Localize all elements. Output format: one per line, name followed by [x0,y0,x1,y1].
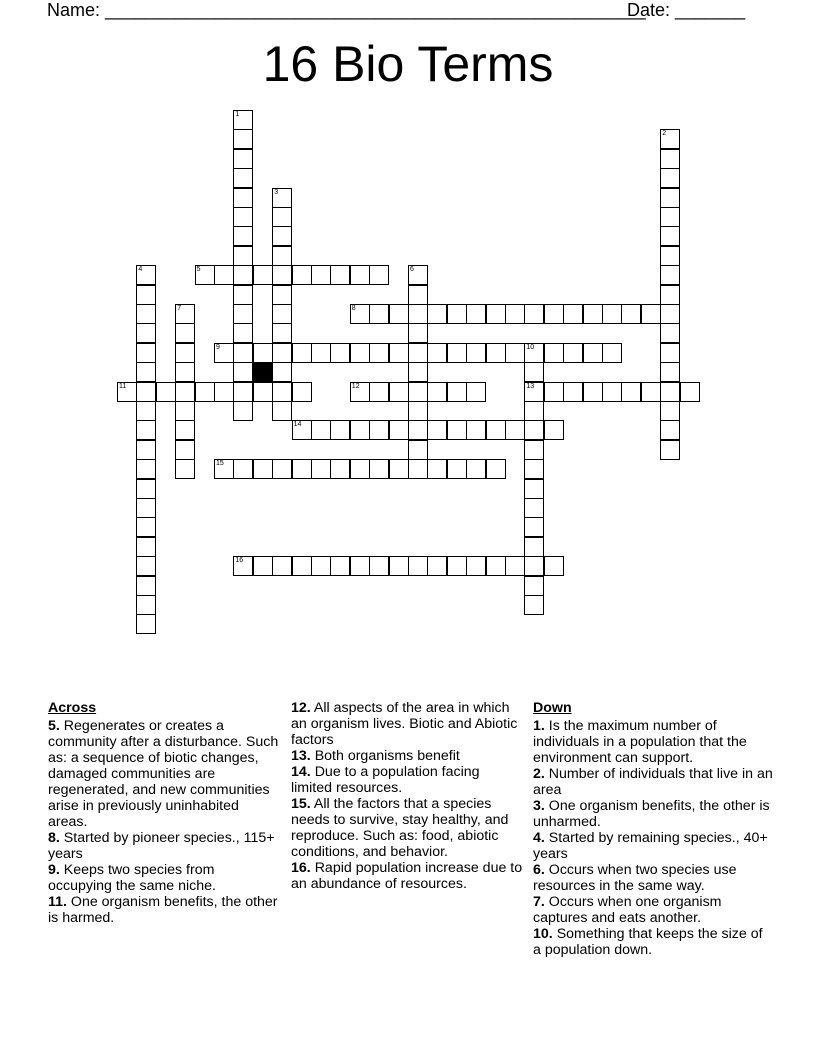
crossword-cell[interactable] [233,362,253,382]
crossword-cell[interactable] [136,479,156,499]
crossword-cell[interactable] [292,382,312,402]
crossword-cell[interactable] [544,382,564,402]
clue-across-14: 14. Due to a population facing limited resources. [291,764,480,796]
clue-across-13: 13. Both organisms benefit [291,748,460,764]
crossword-cell[interactable] [505,304,525,324]
crossword-cell[interactable] [233,110,253,130]
crossword-cell[interactable] [486,420,506,440]
crossword-cell[interactable] [214,265,234,285]
cell-number: 1 [235,111,240,118]
crossword-cell[interactable] [641,382,661,402]
clue-down-1: 1. Is the maximum number of individuals in a population that the environment can support. [533,718,747,766]
crossword-cell[interactable] [583,304,603,324]
crossword-cell[interactable] [350,265,370,285]
crossword-cell[interactable] [272,362,292,382]
crossword-cell[interactable] [524,459,544,479]
crossword-cell[interactable] [660,285,680,305]
crossword-cell[interactable] [680,382,700,402]
crossword-cell[interactable] [524,362,544,382]
crossword-cell[interactable] [408,362,428,382]
crossword-cell[interactable] [408,285,428,305]
crossword-cell[interactable] [175,459,195,479]
crossword-cell[interactable] [486,556,506,576]
crossword-cell[interactable] [524,343,544,363]
crossword-cell[interactable] [136,382,156,402]
crossword-cell[interactable] [272,188,292,208]
cell-number: 16 [235,557,244,565]
crossword-cell[interactable] [660,129,680,149]
clue-down-7: 7. Occurs when one organism captures and eats another. [533,894,722,926]
crossword-cell[interactable] [408,556,428,576]
crossword-cell[interactable] [330,556,350,576]
crossword-cell[interactable] [505,420,525,440]
crossword-cell[interactable] [156,382,176,402]
crossword-cell[interactable] [660,149,680,169]
crossword-cell[interactable] [175,440,195,460]
crossword-cell[interactable] [524,420,544,440]
crossword-cell[interactable] [350,382,370,402]
crossword-cell[interactable] [544,304,564,324]
crossword-cell[interactable] [505,556,525,576]
clue-across-8: 8. Started by pioneer species., 115+ years [48,830,275,862]
down-heading: Down [533,700,572,716]
crossword-cell[interactable] [272,285,292,305]
name-field-label[interactable]: Name: ______________________________________________________ [47,0,646,20]
crossword-cell[interactable] [524,440,544,460]
crossword-cell[interactable] [408,401,428,421]
crossword-cell[interactable] [136,420,156,440]
crossword-cell[interactable] [350,343,370,363]
crossword-cell[interactable] [524,576,544,596]
clues-column-1 [48,700,280,926]
crossword-cell[interactable] [447,304,467,324]
crossword-cell[interactable] [389,382,409,402]
crossword-cell[interactable] [408,343,428,363]
crossword-cell[interactable] [136,556,156,576]
crossword-black-cell [253,362,273,382]
crossword-cell[interactable] [195,382,215,402]
crossword-cell[interactable] [253,265,273,285]
crossword-cell[interactable] [272,343,292,363]
crossword-cell[interactable] [466,459,486,479]
crossword-cell[interactable] [544,343,564,363]
crossword-cell[interactable] [233,323,253,343]
crossword-cell[interactable] [524,401,544,421]
crossword-cell[interactable] [330,343,350,363]
crossword-cell[interactable] [311,265,331,285]
crossword-cell[interactable] [524,537,544,557]
crossword-cell[interactable] [350,556,370,576]
clue-across-9: 9. Keeps two species from occupying the same niche. [48,862,216,894]
crossword-cell[interactable] [621,382,641,402]
crossword-cell[interactable] [136,304,156,324]
cell-number: 4 [138,266,143,274]
crossword-cell[interactable] [389,459,409,479]
crossword-cell[interactable] [660,382,680,402]
crossword-cell[interactable] [427,382,447,402]
crossword-cell[interactable] [311,459,331,479]
crossword-cell[interactable] [233,343,253,363]
cell-number: 2 [662,130,667,138]
crossword-cell[interactable] [602,343,622,363]
crossword-cell[interactable] [136,517,156,537]
crossword-cell[interactable] [660,440,680,460]
crossword-cell[interactable] [272,323,292,343]
crossword-cell[interactable] [369,343,389,363]
cell-number: 15 [216,460,224,468]
cell-number: 6 [410,266,414,274]
clue-across-16: 16. Rapid population increase due to an abundance of resources. [291,860,523,892]
crossword-cell[interactable] [233,382,253,402]
crossword-cell[interactable] [233,207,253,227]
cell-number: 5 [196,266,201,274]
crossword-cell[interactable] [253,556,273,576]
crossword-cell[interactable] [427,304,447,324]
crossword-cell[interactable] [175,362,195,382]
crossword-cell[interactable] [136,285,156,305]
crossword-cell[interactable] [214,343,234,363]
cell-number: 14 [293,421,302,429]
crossword-cell[interactable] [311,343,331,363]
crossword-cell[interactable] [466,304,486,324]
crossword-cell[interactable] [292,556,312,576]
clues-column-3 [533,700,773,958]
crossword-cell[interactable] [660,401,680,421]
crossword-cell[interactable] [136,498,156,518]
crossword-cell[interactable] [233,459,253,479]
crossword-cell[interactable] [641,304,661,324]
crossword-cell[interactable] [272,382,292,402]
clue-down-2: 2. Number of individuals that live in an area [533,766,773,798]
crossword-cell[interactable] [408,459,428,479]
crossword-cell[interactable] [524,382,544,402]
cell-number: 9 [216,343,220,351]
crossword-cell[interactable] [272,556,292,576]
cell-number: 7 [177,305,182,312]
crossword-cell[interactable] [369,459,389,479]
clue-down-3: 3. One organism benefits, the other is unharmed. [533,798,770,830]
cell-number: 13 [526,382,535,390]
crossword-cell[interactable] [660,168,680,188]
crossword-cell[interactable] [447,382,467,402]
crossword-cell[interactable] [136,614,156,634]
crossword-cell[interactable] [447,556,467,576]
crossword-cell[interactable] [544,556,564,576]
clue-across-5: 5. Regenerates or creates a community after a disturbance. Such as: a sequence of biotic changes, damaged communities are regenerated, and new communities arise in previously uninhabited areas. [48,718,279,830]
crossword-cell[interactable] [427,459,447,479]
crossword-cell[interactable] [369,265,389,285]
crossword-cell[interactable] [408,304,428,324]
crossword-cell[interactable] [330,459,350,479]
crossword-cell[interactable] [233,129,253,149]
crossword-cell[interactable] [253,343,273,363]
crossword-cell[interactable] [136,362,156,382]
crossword-cell[interactable] [660,265,680,285]
clue-across-15: 15. All the factors that a species needs to survive, stay healthy, and reproduce. Such as: food, abiotic conditions, and behavior. [291,796,509,860]
crossword-cell[interactable] [311,556,331,576]
crossword-cell[interactable] [369,556,389,576]
crossword-cell[interactable] [466,420,486,440]
crossword-cell[interactable] [621,304,641,324]
crossword-cell[interactable] [486,459,506,479]
crossword-cell[interactable] [389,343,409,363]
crossword-cell[interactable] [292,343,312,363]
crossword-cell[interactable] [195,265,215,285]
clue-down-4: 4. Started by remaining species., 40+ years [533,830,768,862]
crossword-cell[interactable] [350,420,370,440]
crossword-cell[interactable] [136,576,156,596]
crossword-cell[interactable] [233,304,253,324]
crossword-cell[interactable] [524,556,544,576]
cell-number: 8 [351,305,356,312]
crossword-cell[interactable] [136,440,156,460]
crossword-cell[interactable] [408,265,428,285]
clue-across-11: 11. One organism benefits, the other is harmed. [48,894,278,926]
crossword-cell[interactable] [660,343,680,363]
crossword-cell[interactable] [272,265,292,285]
crossword-cell[interactable] [660,188,680,208]
crossword-cell[interactable] [292,459,312,479]
crossword-cell[interactable] [563,343,583,363]
crossword-cell[interactable] [175,401,195,421]
crossword-cell[interactable] [447,343,467,363]
crossword-cell[interactable] [233,168,253,188]
crossword-cell[interactable] [272,304,292,324]
date-field-label[interactable]: Date: _______ [627,0,746,20]
cell-number: 10 [526,343,535,351]
crossword-cell[interactable] [466,556,486,576]
crossword-cell[interactable] [136,537,156,557]
crossword-cell[interactable] [233,556,253,576]
crossword-cell[interactable] [660,304,680,324]
crossword-cell[interactable] [175,382,195,402]
crossword-cell[interactable] [563,382,583,402]
crossword-cell[interactable] [369,304,389,324]
crossword-cell[interactable] [233,265,253,285]
crossword-cell[interactable] [389,556,409,576]
crossword-cell[interactable] [233,188,253,208]
crossword-cell[interactable] [447,459,467,479]
crossword-cell[interactable] [389,420,409,440]
crossword-cell[interactable] [660,246,680,266]
cell-number: 12 [351,382,360,390]
clue-across-12: 12. All aspects of the area in which an organism lives. Biotic and Abiotic factors [291,700,518,748]
crossword-cell[interactable] [292,265,312,285]
crossword-cell[interactable] [660,420,680,440]
cell-number: 11 [119,382,127,390]
crossword-cell[interactable] [233,285,253,305]
crossword-cell[interactable] [272,459,292,479]
crossword-cell[interactable] [350,304,370,324]
crossword-cell[interactable] [505,343,525,363]
crossword-cell[interactable] [233,149,253,169]
crossword-cell[interactable] [253,382,273,402]
crossword-cell[interactable] [389,304,409,324]
crossword-cell[interactable] [408,382,428,402]
crossword-cell[interactable] [175,323,195,343]
crossword-cell[interactable] [175,420,195,440]
crossword-cell[interactable] [602,304,622,324]
crossword-cell[interactable] [136,459,156,479]
crossword-cell[interactable] [175,343,195,363]
crossword-cell[interactable] [486,304,506,324]
crossword-cell[interactable] [427,343,447,363]
crossword-cell[interactable] [233,401,253,421]
crossword-cell[interactable] [427,420,447,440]
crossword-cell[interactable] [136,323,156,343]
crossword-cell[interactable] [660,323,680,343]
crossword-cell[interactable] [369,420,389,440]
crossword-cell[interactable] [660,207,680,227]
crossword-cell[interactable] [136,343,156,363]
crossword-cell[interactable] [233,226,253,246]
crossword-cell[interactable] [660,226,680,246]
crossword-cell[interactable] [447,420,467,440]
crossword-cell[interactable] [408,420,428,440]
clues-column-2 [291,700,523,892]
crossword-cell[interactable] [466,382,486,402]
crossword-cell[interactable] [602,382,622,402]
crossword-cell[interactable] [486,343,506,363]
crossword-cell[interactable] [583,343,603,363]
crossword-cell[interactable] [408,440,428,460]
across-heading: Across [48,700,97,716]
crossword-cell[interactable] [292,420,312,440]
crossword-cell[interactable] [136,595,156,615]
crossword-cell[interactable] [583,382,603,402]
crossword-cell[interactable] [136,401,156,421]
crossword-cell[interactable] [524,479,544,499]
crossword-cell[interactable] [369,382,389,402]
crossword-cell[interactable] [466,343,486,363]
crossword-cell[interactable] [214,459,234,479]
crossword-cell[interactable] [544,420,564,440]
crossword-cell[interactable] [427,556,447,576]
crossword-cell[interactable] [117,382,137,402]
crossword-cell[interactable] [330,420,350,440]
crossword-cell[interactable] [408,323,428,343]
crossword-cell[interactable] [660,362,680,382]
crossword-cell[interactable] [524,517,544,537]
crossword-cell[interactable] [253,459,273,479]
crossword-cell[interactable] [524,304,544,324]
page-title: 16 Bio Terms [262,36,554,92]
crossword-cell[interactable] [272,207,292,227]
crossword-cell[interactable] [330,265,350,285]
crossword-cell[interactable] [233,246,253,266]
crossword-cell[interactable] [136,265,156,285]
crossword-cell[interactable] [311,420,331,440]
crossword-cell[interactable] [272,226,292,246]
crossword-cell[interactable] [524,498,544,518]
clue-down-10: 10. Something that keeps the size of a population down. [533,926,763,958]
crossword-cell[interactable] [214,382,234,402]
crossword-cell[interactable] [272,246,292,266]
crossword-cell[interactable] [563,304,583,324]
crossword-cell[interactable] [272,401,292,421]
crossword-cell[interactable] [175,304,195,324]
cell-number: 3 [274,188,279,196]
crossword-cell[interactable] [350,459,370,479]
crossword-cell[interactable] [524,595,544,615]
clue-down-6: 6. Occurs when two species use resources in the same way. [533,862,737,894]
